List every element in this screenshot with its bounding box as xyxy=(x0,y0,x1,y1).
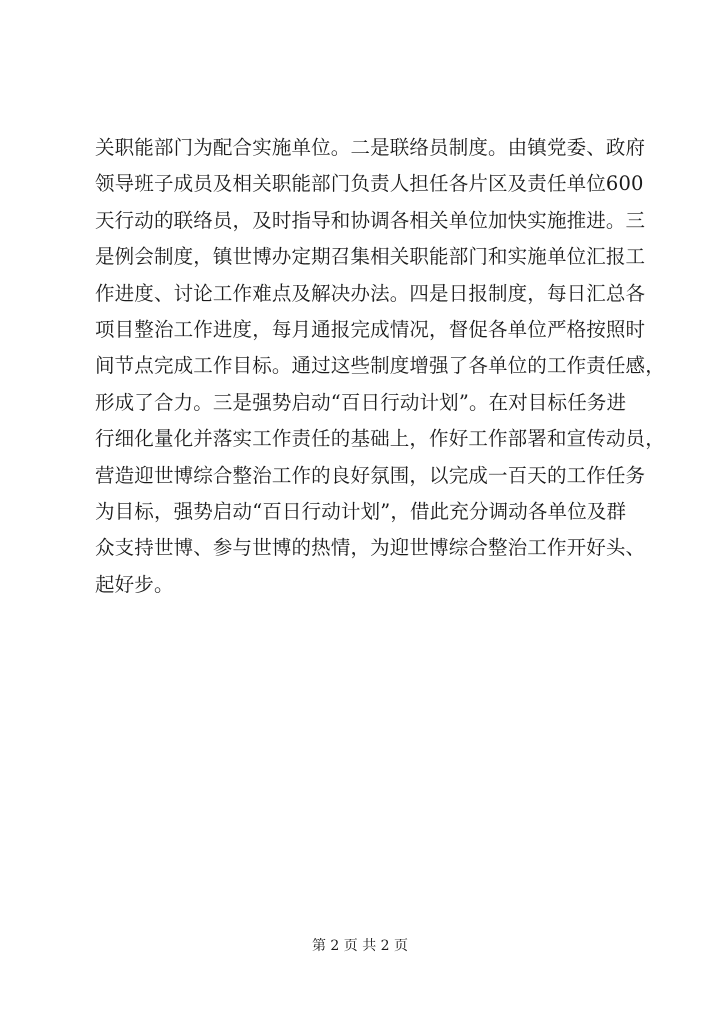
text-line: 营造迎世博综合整治工作的良好氛围，以完成一百天的工作任务 xyxy=(95,463,646,487)
text-line: 间节点完成工作目标。通过这些制度增强了各单位的工作责任感， xyxy=(95,354,665,378)
text-line: 项目整治工作进度，每月通报完成情况，督促各单位严格按照时 xyxy=(95,317,646,341)
text-line: 形成了合力。三是强势启动“百日行动计划”。在对目标任务进 xyxy=(95,390,627,414)
text-line: 天行动的联络员，及时指导和协调各相关单位加快实施推进。三 xyxy=(95,208,646,232)
text-line: 作进度、讨论工作难点及解决办法。四是日报制度，每日汇总各 xyxy=(95,281,646,305)
text-line: 领导班子成员及相关职能部门负责人担任各片区及责任单位600 xyxy=(95,172,644,196)
text-line: 关职能部门为配合实施单位。二是联络员制度。由镇党委、政府 xyxy=(95,136,646,159)
text-line: 为目标，强势启动“百日行动计划”，借此充分调动各单位及群 xyxy=(95,499,627,523)
text-line: 是例会制度，镇世博办定期召集相关职能部门和实施单位汇报工 xyxy=(95,245,646,269)
text-line: 起好步。 xyxy=(95,572,174,596)
text-line: 众支持世博、参与世博的热情，为迎世博综合整治工作开好头、 xyxy=(95,536,646,560)
page-number: 第 2 页 共 2 页 xyxy=(311,938,409,954)
text-line: 行细化量化并落实工作责任的基础上，作好工作部署和宣传动员， xyxy=(95,427,665,451)
page-footer xyxy=(0,936,720,956)
body-paragraph xyxy=(95,130,665,603)
